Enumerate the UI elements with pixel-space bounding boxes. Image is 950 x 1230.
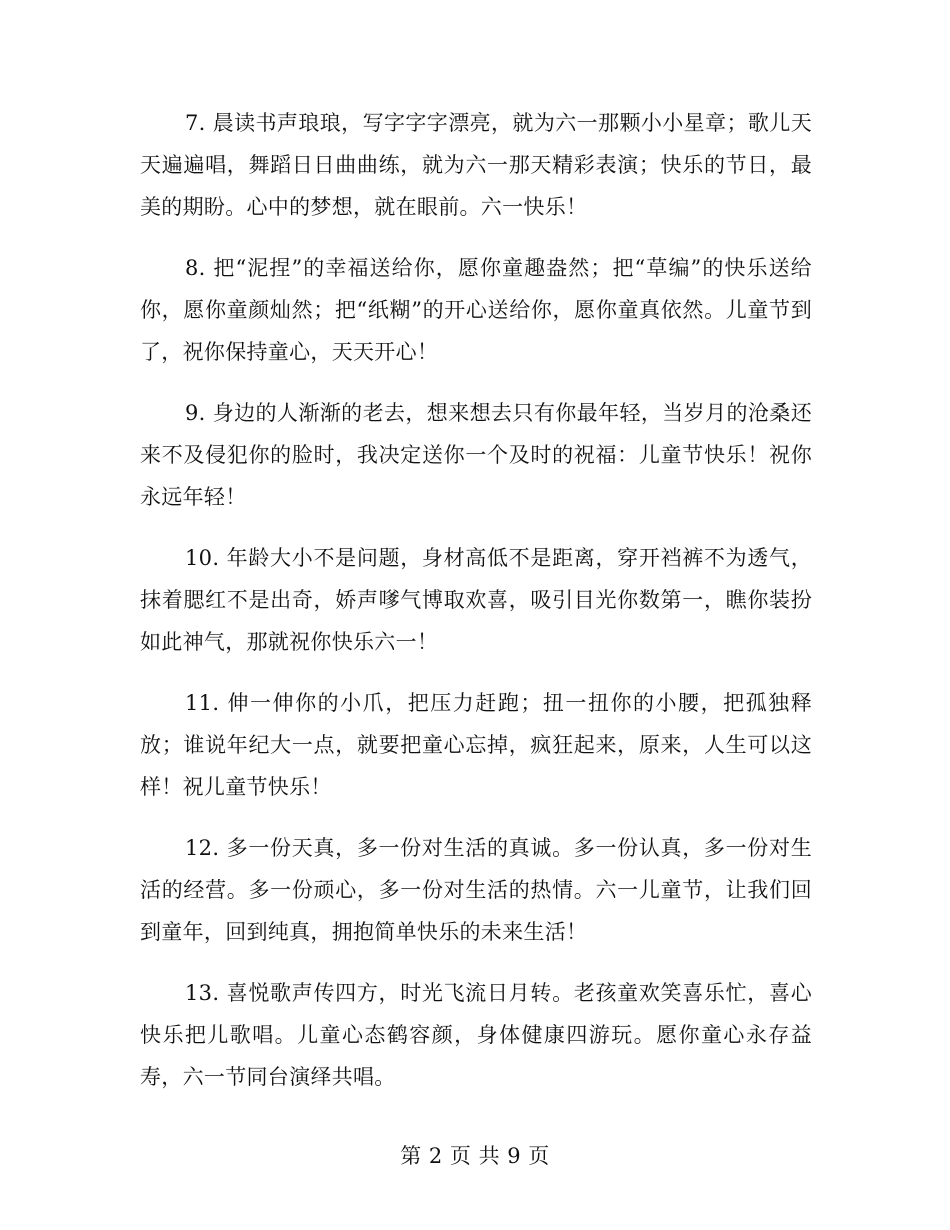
paragraph-9: 9. 身边的人渐渐的老去，想来想去只有你最年轻，当岁月的沧桑还来不及侵犯你的脸时，我决定送你一个及时的祝福：儿童节快乐！祝你永远年轻！	[140, 401, 812, 509]
paragraph-10: 10. 年龄大小不是问题，身材高低不是距离，穿开裆裤不为透气，抹着腮红不是出奇，娇声嗲气博取欢喜，吸引目光你数第一，瞧你装扮如此神气，那就祝你快乐六一！	[140, 546, 812, 654]
paragraph-12: 12. 多一份天真，多一份对生活的真诚。多一份认真，多一份对生活的经营。多一份顽心，多一份对生活的热情。六一儿童节，让我们回到童年，回到纯真，拥抱简单快乐的未来生活！	[140, 836, 812, 944]
paragraph-7: 7. 晨读书声琅琅，写字字字漂亮，就为六一那颗小小星章；歌儿天天遍遍唱，舞蹈日日曲曲练，就为六一那天精彩表演；快乐的节日，最美的期盼。心中的梦想，就在眼前。六一快乐！	[140, 111, 812, 219]
paragraph-13: 13. 喜悦歌声传四方，时光飞流日月转。老孩童欢笑喜乐忙，喜心快乐把儿歌唱。儿童心态鹤容颜，身体健康四游玩。愿你童心永存益寿，六一节同台演绎共唱。	[140, 981, 812, 1089]
page-number-footer: 第 2 页 共 9 页	[400, 1144, 550, 1168]
paragraph-11: 11. 伸一伸你的小爪，把压力赶跑；扭一扭你的小腰，把孤独释放；谁说年纪大一点，就要把童心忘掉，疯狂起来，原来，人生可以这样！祝儿童节快乐！	[140, 691, 812, 799]
document-body	[140, 102, 812, 1117]
paragraph-8: 8. 把“泥捏”的幸福送给你，愿你童趣盎然；把“草编”的快乐送给你，愿你童颜灿然；把“纸糊”的开心送给你，愿你童真依然。儿童节到了，祝你保持童心，天天开心！	[140, 256, 812, 364]
